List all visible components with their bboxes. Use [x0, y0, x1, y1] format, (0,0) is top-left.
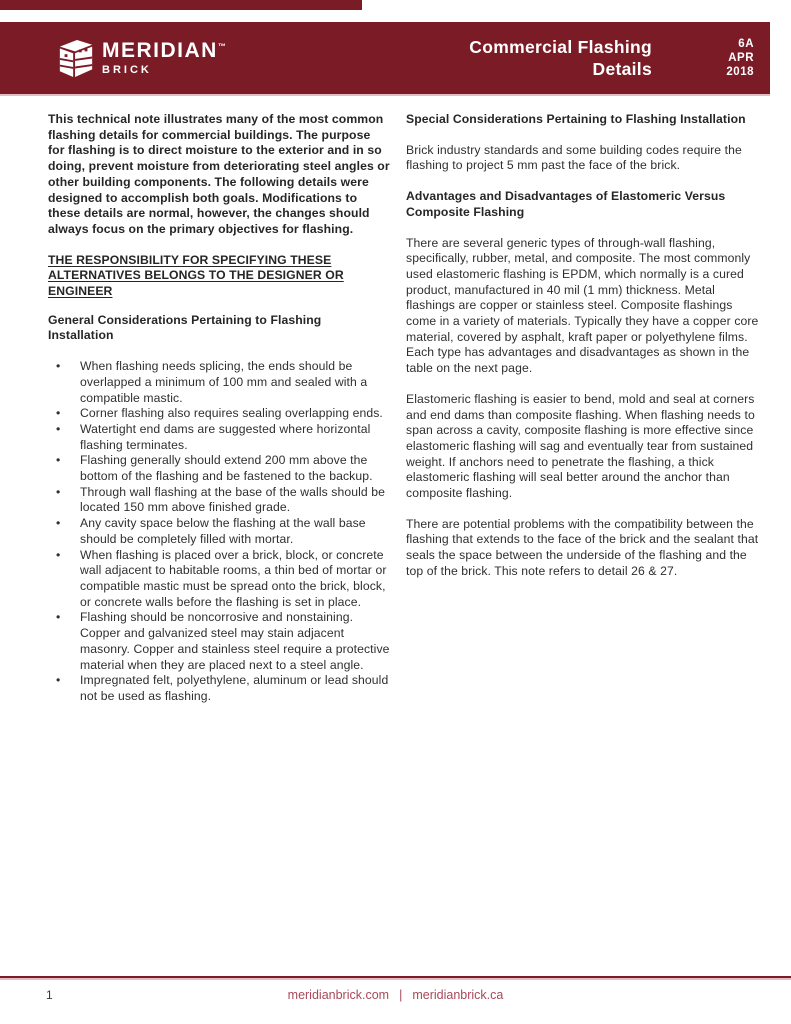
list-item: • When flashing needs splicing, the ends should be overlapped a minimum of 100 mm and sealed with a compatible mastic. — [48, 359, 390, 406]
trademark-symbol: ™ — [217, 42, 226, 51]
general-considerations-list — [48, 359, 390, 704]
responsibility-heading: THE RESPONSIBILITY FOR SPECIFYING THESE ALTERNATIVES BELONGS TO THE DESIGNER OR ENGINEER — [48, 252, 344, 299]
bullet-icon: • — [56, 421, 61, 436]
list-item: • Through wall flashing at the base of the walls should be located 150 mm above finished grade. — [48, 485, 390, 516]
website-link-ca[interactable]: meridianbrick.ca — [412, 988, 504, 1002]
list-item: • Impregnated felt, polyethylene, aluminum or lead should not be used as flashing. — [48, 673, 390, 704]
elastomeric-paragraph: Elastomeric flashing is easier to bend, mold and seal at corners and end dams than composite flashing. When flashing needs to span across a cavity, composite flashing is more effective since elastomeric flashing will sag and eventually tear from sustained weight. If anchors need to penetrate the flashing, a thick elastomeric flashing will seal better around the anchor than composite flashing. — [406, 391, 755, 501]
meridian-brick-logo — [57, 38, 226, 78]
bullet-icon: • — [56, 610, 61, 625]
bullet-icon: • — [56, 484, 61, 499]
left-column — [48, 112, 390, 705]
list-item: • When flashing is placed over a brick, block, or concrete wall adjacent to habitable rooms, a thin bed of mortar or compatible mastic must be spread onto the brick, block, or concrete walls before the flashing is set in place. — [48, 548, 390, 611]
list-item: • Flashing should be noncorrosive and nonstaining. Copper and galvanized steel may stain adjacent masonry. Copper and stainless steel require a protective material when they are placed next to a steel angle. — [48, 610, 390, 673]
document-year: 2018 — [726, 66, 754, 78]
logo-wordmark: MERIDIAN™ — [102, 39, 226, 62]
link-separator: | — [399, 988, 403, 1002]
advantages-heading: Advantages and Disadvantages of Elastomeric Versus Composite Flashing — [406, 189, 726, 219]
bullet-icon: • — [56, 673, 61, 688]
logo-subtitle: BRICK — [102, 64, 152, 76]
page-number: 1 — [46, 988, 53, 1002]
flashing-types-paragraph: There are several generic types of through-wall flashing, specifically, rubber, metal, and composite. The most commonly used elastomeric flashing is EPDM, which normally is a cured product, manufactured in 40 mil (1 mm) thickness. Metal flashings are copper or stainless steel. Composite flashings come in a variety of materials. Typically they have a copper core material, covered by asphalt, kraft paper or polyethylene films. Each type has advantages and disadvantages as shown in the table on the next page. — [406, 235, 759, 376]
document-title — [469, 36, 652, 80]
list-item: • Corner flashing also requires sealing overlapping ends. — [48, 406, 390, 422]
document-title-line1: Commercial Flashing — [469, 37, 652, 57]
document-title-line2: Details — [592, 59, 652, 79]
page-header — [0, 22, 770, 96]
top-accent-strip — [0, 0, 362, 10]
page-footer — [0, 988, 791, 1002]
list-item: • Any cavity space below the flashing at the wall base should be completely filled with mortar. — [48, 516, 390, 547]
website-link-com[interactable]: meridianbrick.com — [287, 988, 390, 1002]
list-item: • Flashing generally should extend 200 mm above the bottom of the flashing and be fastened to the backup. — [48, 453, 390, 484]
bullet-icon: • — [56, 359, 61, 374]
bullet-icon: • — [56, 547, 61, 562]
special-considerations-paragraph: Brick industry standards and some building codes require the flashing to project 5 mm past the face of the brick. — [406, 142, 742, 173]
right-column — [406, 112, 762, 705]
page-content — [0, 112, 791, 705]
bullet-icon: • — [56, 453, 61, 468]
list-item: • Watertight end dams are suggested where horizontal flashing terminates. — [48, 422, 390, 453]
document-month: APR — [728, 52, 754, 64]
brick-building-icon — [57, 38, 95, 78]
special-considerations-heading: Special Considerations Pertaining to Flashing Installation — [406, 112, 746, 126]
general-considerations-heading: General Considerations Pertaining to Flashing Installation — [48, 312, 322, 343]
intro-paragraph: This technical note illustrates many of the most common flashing details for commercial buildings. The purpose for flashing is to direct moisture to the exterior and in so doing, prevent moisture from deteriorating steel angles or other building components. The following details were designed to accomplish both goals. Modifications to these details are normal, however, the changes should always focus on the primary objectives for flashing. — [48, 112, 390, 236]
footer-links — [0, 988, 791, 1002]
footer-divider — [0, 976, 791, 980]
bullet-icon: • — [56, 406, 61, 421]
compatibility-paragraph: There are potential problems with the compatibility between the flashing that extends to the face of the brick and the sealant that seals the space between the underside of the flashing and the top of the brick. This note refers to detail 26 & 27. — [406, 516, 759, 578]
document-meta — [692, 37, 754, 79]
bullet-icon: • — [56, 516, 61, 531]
document-code: 6A — [738, 38, 754, 50]
